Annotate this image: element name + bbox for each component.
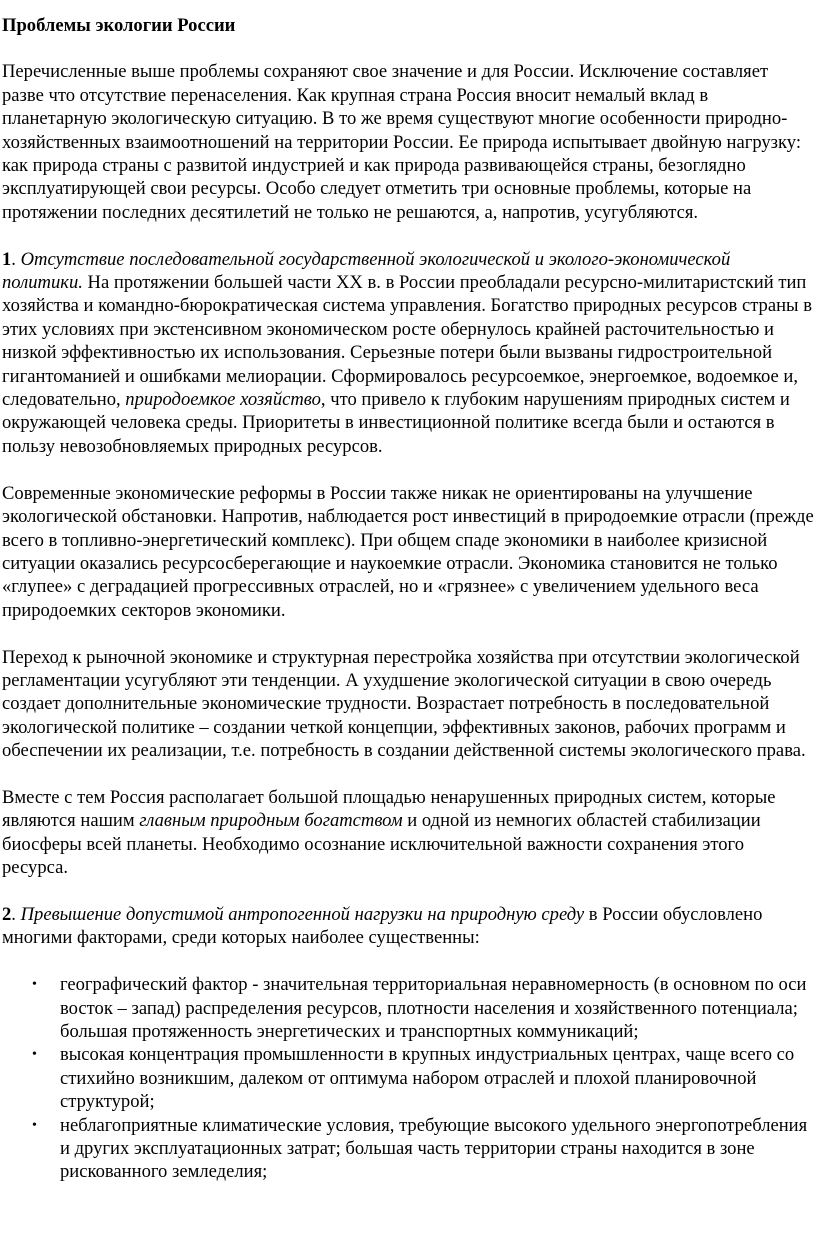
reforms-paragraph: Современные экономические реформы в России также никак не ориентированы на улучшение экологической обстановки. Напротив, наблюдается рост инвестиций в природоемкие отрасли (прежде всего в топливно-энергетический комплекс). При общем спаде экономики в наиболее кризисной ситуации оказались ресурсосберегающие и наукоемкие отрасли. Экономика становится не только «глупее» с деградацией прогрессивных отраслей, но и «грязнее» с увеличением удельного веса природоемких секторов экономики. (2, 482, 814, 621)
list-item-text: высокая концентрация промышленности в крупных индустриальных центрах, чаще всего со стихийно возникшим, далеком от оптимума набором отраслей и плохой планировочной структурой; (60, 1044, 795, 1113)
wealth-text-b: и одной из немногих областей стабилизации биосферы всей планеты. Необходимо осознание исключительной важности сохранения этого ресурса. (2, 810, 761, 879)
section-1-text-a: На протяжении большей части XX в. в России преобладали ресурсно-милитаристский тип хозяйства и командно-бюрократическая система управления. Богатство природных ресурсов страны в этих условиях при экстенсивном экономическом росте обернулось крайней расточительностью и низкой эффективностью их использования. Серьезные потери были вызваны гидростроительной гигантоманией и ошибками мелиорации. Сформировалось ресурсоемкое, энергоемкое, водоемкое и, следовательно, (2, 272, 812, 411)
section-1-emphasis: природоемкое хозяйство (125, 389, 321, 411)
market-paragraph: Переход к рыночной экономике и структурная перестройка хозяйства при отсутствии экологической регламентации усугубляют эти тенденции. А ухудшение экологической ситуации в свою очередь создает дополнительные экономические трудности. Возрастает потребность в последовательной экологической политике – создании четкой концепции, эффективных законов, рабочих программ и обеспечении их реализации, т.е. потребность в создании действенной системы экологического права. (2, 646, 806, 762)
section-1-heading: Отсутствие последовательной государственной экологической и эколого-экономической политики. (2, 248, 731, 294)
list-item (32, 1043, 814, 1113)
wealth-paragraph (2, 786, 814, 880)
list-item-text: географический фактор - значительная территориальная неравномерность (в основном по оси восток – запад) распределения ресурсов, плотности населения и хозяйственного потенциала; большая протяженность энергетических и транспортных коммуникаций; (60, 974, 807, 1042)
section-1-text-b: , что привело к глубоким нарушениям природных систем и окружающей человека среды. Приоритеты в инвестиционной политике всегда были и остаются в пользу невозобновляемых природных ресурсов. (2, 389, 790, 457)
section-2-number: 2 (2, 903, 12, 925)
factors-list (2, 973, 814, 1184)
wealth-emphasis: главным природным богатством (139, 810, 403, 832)
bullet-icon: • (32, 1117, 37, 1133)
section-2-paragraph: 2. Превышение допустимой антропогенной нагрузки на природную среду в России обусловлено многими факторами, среди которых наиболее существенны: (2, 903, 763, 949)
bullet-icon: • (32, 1047, 37, 1063)
wealth-text-a: Вместе с тем Россия располагает большой площадью ненарушенных природных систем, которые являются нашим (2, 786, 776, 832)
intro-paragraph: Перечисленные выше проблемы сохраняют свое значение и для России. Исключение составляет разве что отсутствие перенаселения. Как крупная страна Россия вносит немалый вклад в планетарную экологическую ситуацию. В то же время существуют многие особенности природно-хозяйственных взаимоотношений на территории России. Ее природа испытывает двойную нагрузку: как природа страны с развитой индустрией и как природа развивающейся страны, безоглядно эксплуатирующей свои ресурсы. Особо следует отметить три основные проблемы, которые на протяжении последних десятилетий не только не решаются, а, напротив, усугубляются. (2, 61, 802, 223)
section-1-paragraph: 1. Отсутствие последовательной государственной экологической и эколого-экономической политики. На протяжении большей части XX в. в России преобладали ресурсно-милитаристский тип хозяйства и командно-бюрократическая система управления. Богатство природных ресурсов страны в этих условиях при экстенсивном экономическом росте обернулось крайней расточительностью и низкой эффективностью их использования. Серьезные потери были вызваны гидростроительной гигантоманией и ошибками мелиорации. Сформировалось ресурсоемкое, энергоемкое, водоемкое и, следовательно, природоемкое хозяйство, что привело к глубоким нарушениям природных систем и окружающей человека среды. Приоритеты в инвестиционной политике всегда были и остаются в пользу невозобновляемых природных ресурсов. (2, 248, 812, 457)
list-item (32, 973, 814, 1043)
bullet-icon: • (32, 977, 37, 993)
section-1-number: 1 (2, 248, 12, 270)
section-2-text: в России обусловлено многими факторами, среди которых наиболее существенны: (2, 903, 763, 949)
list-item-text: неблагоприятные климатические условия, требующие высокого удельного энергопотребления и других эксплуатационных затрат; большая часть территории страны находится в зоне рискованного земледелия; (60, 1114, 808, 1183)
section-2-heading: Превышение допустимой антропогенной нагрузки на природную среду (20, 903, 585, 925)
list-item (32, 1114, 814, 1184)
page-title: Проблемы экологии России (2, 15, 236, 36)
